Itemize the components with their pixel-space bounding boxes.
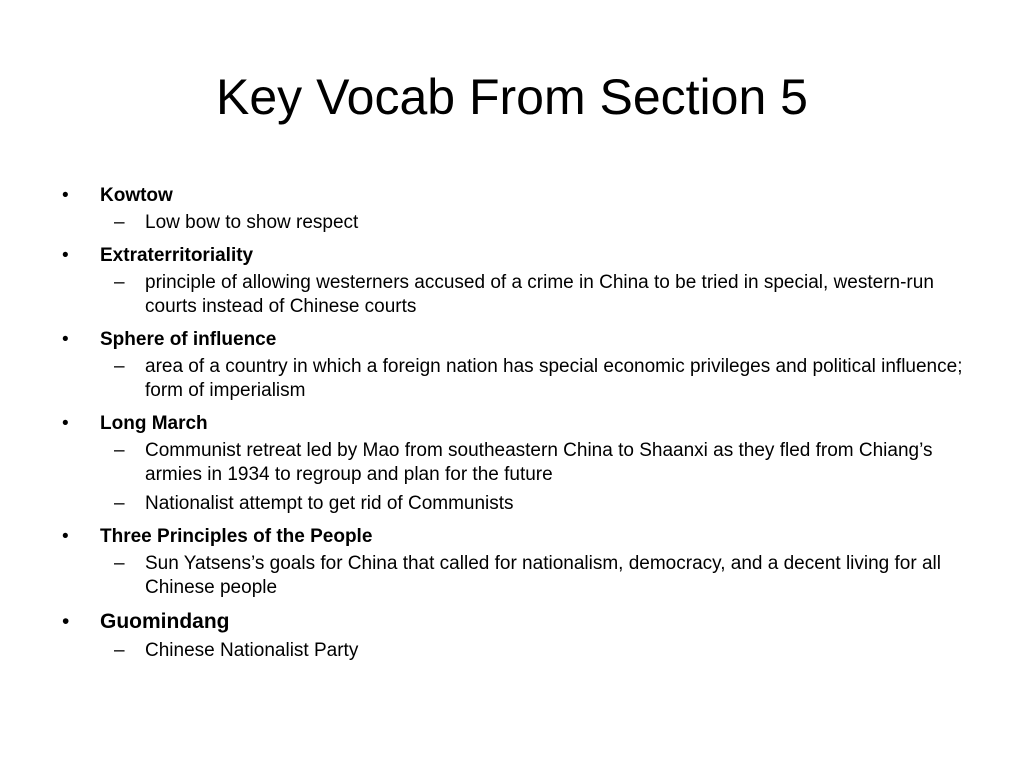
definition-text: Communist retreat led by Mao from southeastern China to Shaanxi as they fled from Chiang’s armies in 1934 to regroup and plan for the future xyxy=(145,440,933,485)
definition-list xyxy=(100,271,982,319)
vocab-term xyxy=(62,408,982,516)
slide-body xyxy=(62,180,982,668)
term-name: Guomindang xyxy=(100,610,230,633)
definition-list xyxy=(100,439,982,516)
definition-item xyxy=(100,552,982,600)
term-name: Extraterritoriality xyxy=(100,245,254,266)
vocab-term xyxy=(62,605,982,663)
bullet-icon: • xyxy=(62,185,69,206)
definition-item xyxy=(100,271,982,319)
dash-icon: – xyxy=(114,493,125,514)
definition-list xyxy=(100,552,982,600)
definition-list xyxy=(100,355,982,403)
definition-item xyxy=(100,211,982,235)
bullet-icon: • xyxy=(62,245,69,266)
bullet-icon: • xyxy=(62,329,69,350)
term-name: Long March xyxy=(100,413,208,434)
term-name: Kowtow xyxy=(100,185,173,206)
definition-item xyxy=(100,639,982,663)
term-name: Sphere of influence xyxy=(100,329,277,350)
vocab-list xyxy=(62,180,982,663)
definition-text: principle of allowing westerners accused of a crime in China to be tried in special, western-run courts instead of Chinese courts xyxy=(145,272,934,317)
term-name: Three Principles of the People xyxy=(100,526,373,547)
dash-icon: – xyxy=(114,440,125,461)
bullet-icon: • xyxy=(62,413,69,434)
definition-item xyxy=(100,439,982,487)
definition-item xyxy=(100,492,982,516)
slide-title: Key Vocab From Section 5 xyxy=(216,69,808,125)
definition-list xyxy=(100,211,982,235)
definition-item xyxy=(100,355,982,403)
vocab-term xyxy=(62,324,982,403)
dash-icon: – xyxy=(114,272,125,293)
dash-icon: – xyxy=(114,356,125,377)
definition-list xyxy=(100,639,982,663)
bullet-icon: • xyxy=(62,526,69,547)
dash-icon: – xyxy=(114,553,125,574)
definition-text: Low bow to show respect xyxy=(145,212,359,233)
dash-icon: – xyxy=(114,212,125,233)
definition-text: Nationalist attempt to get rid of Communists xyxy=(145,493,514,514)
dash-icon: – xyxy=(114,640,125,661)
vocab-term xyxy=(62,240,982,319)
definition-text: Sun Yatsens’s goals for China that called for nationalism, democracy, and a decent living for all Chinese people xyxy=(145,553,941,598)
vocab-term xyxy=(62,180,982,235)
vocab-term xyxy=(62,521,982,600)
bullet-icon: • xyxy=(62,610,70,633)
definition-text: area of a country in which a foreign nation has special economic privileges and political influence; form of imperialism xyxy=(145,356,963,401)
definition-text: Chinese Nationalist Party xyxy=(145,640,359,661)
